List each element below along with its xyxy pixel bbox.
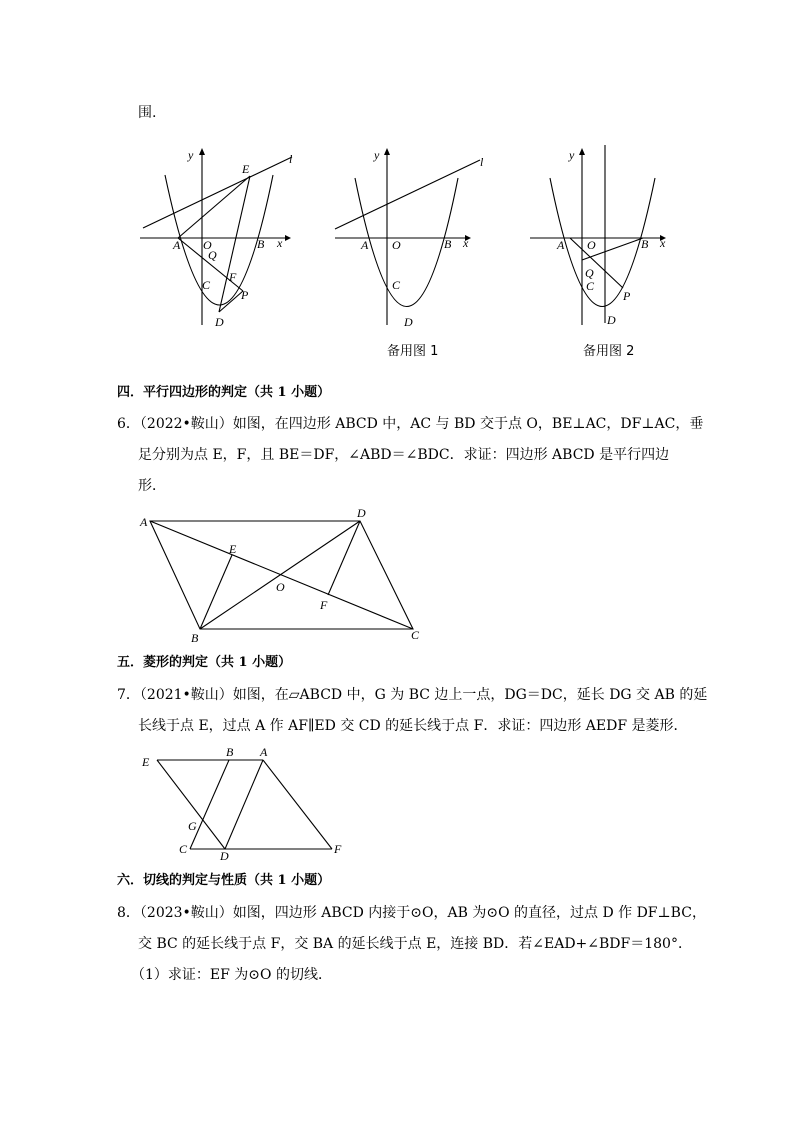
label-o: O	[276, 580, 285, 594]
label-f: F	[320, 598, 328, 612]
label-d: D	[215, 315, 224, 329]
label-c: C	[392, 278, 401, 292]
q8-line-2: 交 BC 的延长线于点 F，交 BA 的延长线于点 E，连接 BD．若∠EAD+∠BDF＝180°．	[138, 936, 692, 952]
figure-q7	[135, 743, 360, 868]
label-g: G	[188, 819, 197, 833]
segment-ad	[225, 760, 263, 849]
figure-q5-backup-2	[525, 145, 690, 335]
label-y: y	[188, 148, 194, 162]
segment-ae	[178, 176, 250, 238]
label-y: y	[569, 148, 575, 162]
label-q: Q	[208, 248, 217, 262]
q8-part-1: （1）求证：EF 为⊙O 的切线．	[131, 967, 332, 983]
diagonal-ac	[150, 521, 413, 629]
caption-backup-1: 备用图 1	[387, 344, 439, 359]
section-5-heading: 五．菱形的判定（共 1 小题）	[117, 655, 292, 670]
segment-ap	[570, 238, 623, 288]
label-x: x	[277, 236, 283, 250]
q8-line-1: 8．（2023•鞍山）如图，四边形 ABCD 内接于⊙O，AB 为⊙O 的直径，过点 D 作 DF⊥BC，	[117, 905, 706, 921]
label-l: l	[289, 152, 293, 166]
figure-q5-backup-1	[330, 145, 495, 335]
label-a: A	[557, 238, 565, 252]
label-d: D	[404, 315, 413, 329]
q6-line-1: 6．（2022•鞍山）如图，在四边形 ABCD 中，AC 与 BD 交于点 O，BE⊥AC，DF⊥AC，垂	[117, 416, 704, 432]
label-b: B	[257, 237, 265, 251]
label-c: C	[411, 628, 420, 642]
label-b: B	[444, 237, 452, 251]
label-a: A	[361, 238, 369, 252]
segment-af	[263, 760, 332, 849]
label-b: B	[641, 237, 649, 251]
q6-line-3: 形．	[138, 478, 166, 494]
figure-q6	[135, 505, 435, 650]
label-a: A	[173, 238, 181, 252]
label-f: F	[334, 842, 342, 856]
label-l: l	[480, 155, 484, 169]
x-axis-arrow	[285, 235, 291, 241]
q7-line-1: 7．（2021•鞍山）如图，在▱ABCD 中，G 为 BC 边上一点，DG＝DC，延长 DG 交 AB 的延	[117, 687, 708, 703]
label-o: O	[392, 238, 401, 252]
label-d: D	[357, 506, 366, 520]
label-c: C	[586, 279, 595, 293]
parabola	[355, 178, 458, 307]
q6-line-2: 足分别为点 E，F，且 BE＝DF，∠ABD＝∠BDC．求证：四边形 ABCD 是平行四边	[138, 447, 670, 463]
label-x: x	[463, 236, 469, 250]
label-c: C	[179, 842, 188, 856]
label-p: P	[623, 289, 631, 303]
label-p: P	[241, 288, 249, 302]
label-a: A	[140, 515, 148, 529]
label-f: F	[229, 270, 237, 284]
y-axis-arrow	[579, 148, 585, 155]
label-c: C	[202, 278, 211, 292]
label-a: A	[260, 745, 268, 759]
label-q: Q	[585, 266, 594, 280]
continuation-text: 围.	[138, 105, 157, 121]
figure-q5-main	[135, 145, 310, 335]
q7-line-2: 长线于点 E，过点 A 作 AF∥ED 交 CD 的延长线于点 F．求证：四边形 AEDF 是菱形．	[138, 718, 688, 734]
section-6-heading: 六．切线的判定与性质（共 1 小题）	[117, 873, 331, 888]
y-axis-arrow	[384, 148, 390, 155]
y-axis-arrow	[199, 148, 205, 155]
parabola	[550, 178, 655, 307]
label-b: B	[191, 631, 199, 645]
label-y: y	[374, 148, 380, 162]
line-l	[335, 160, 480, 229]
label-e: E	[229, 542, 237, 556]
diagonal-bd	[200, 521, 360, 629]
label-o: O	[203, 238, 212, 252]
label-d: D	[607, 313, 616, 327]
segment-bc	[190, 760, 229, 849]
section-4-heading: 四．平行四边形的判定（共 1 小题）	[117, 385, 331, 400]
caption-backup-2: 备用图 2	[583, 344, 635, 359]
segment-ed	[157, 760, 225, 849]
label-x: x	[660, 236, 666, 250]
label-e: E	[142, 755, 150, 769]
label-e: E	[242, 162, 250, 176]
label-d: D	[220, 849, 229, 863]
label-b: B	[226, 745, 234, 759]
label-o: O	[587, 238, 596, 252]
